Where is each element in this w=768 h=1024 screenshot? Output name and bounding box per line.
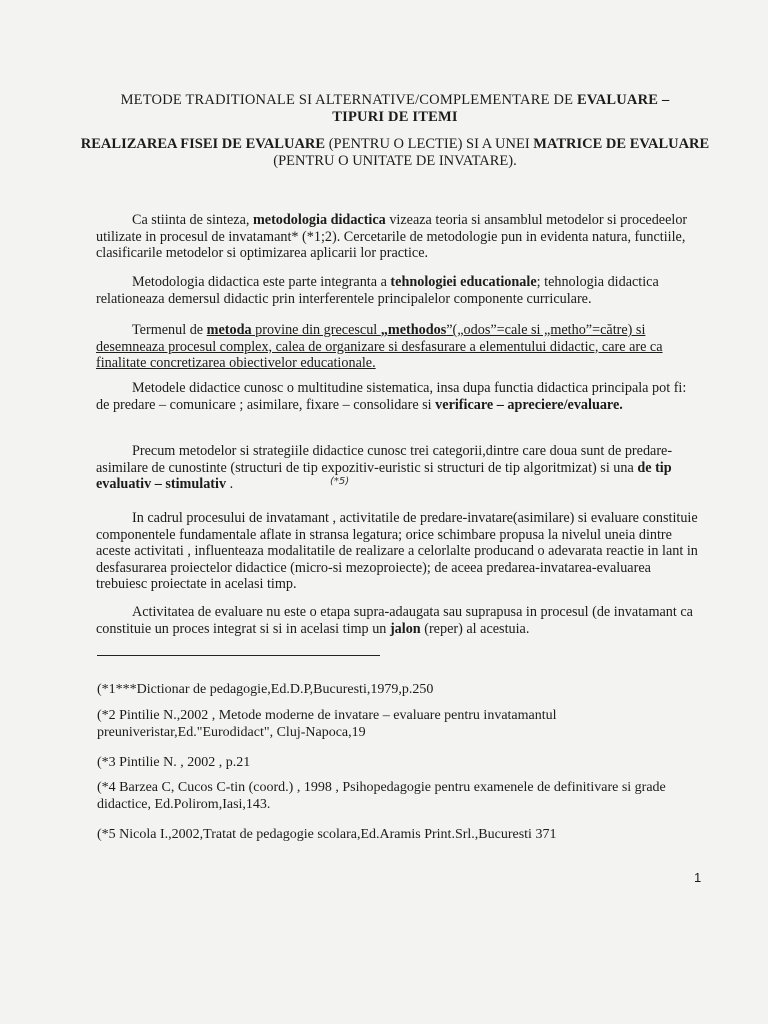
paragraph-1 <box>96 212 701 262</box>
title-subline: TIPURI DE ITEMI <box>332 109 458 125</box>
subtitle-part-3: MATRICE DE EVALUARE <box>533 136 710 152</box>
p1-text-a: Ca stiinta de sinteza, <box>132 212 253 228</box>
title-text: METODE TRADITIONALE SI ALTERNATIVE/COMPLEMENTARE DE <box>120 92 578 108</box>
footnote-5: (*5 Nicola I.,2002,Tratat de pedagogie scolara,Ed.Aramis Print.Srl.,Bucuresti 371 <box>97 827 557 842</box>
footnote-1: (*1***Dictionar de pedagogie,Ed.D.P,Bucuresti,1979,p.250 <box>97 682 434 697</box>
p6-text: In cadrul procesului de invatamant , activitatile de predare-invatare(asimilare) si evaluare constituie componentele fundamentale aflate in stransa legatura; orice schimbare propusa la nivelul uneia dintre aceste activitati , influenteaza modalitatile de realizare a celorlalte producand o adevarata reactie in lant in desfasurarea proiectelor didactice (micro-si mezoproiecte); de aceea predarea-invatarea-evaluarea trebuiesc proiectate in acelasi timp. <box>96 510 698 592</box>
page-number: 1 <box>694 870 702 885</box>
p2-text-c: ; tehnologia didactica relationeaza demersul didactic prin interferentele principalelor componente curriculare. <box>96 274 659 307</box>
p1-text-c: vizeaza teoria si ansamblul metodelor si procedeelor utilizate in procesul de invatamant* (*1;2). Cercetarile de metodologie pun in evidenta natura, functiile, clasificarile metodelor si optimizarea aplicarii lor practice. <box>96 212 688 261</box>
footnote-divider <box>97 655 380 656</box>
p7-bold: jalon <box>389 620 421 637</box>
footnote-3: (*3 Pintilie N. , 2002 , p.21 <box>97 755 251 770</box>
paragraph-5 <box>96 443 701 493</box>
paragraph-4 <box>96 380 701 413</box>
p4-bold: verificare – apreciere/evaluare. <box>435 396 623 413</box>
p5-text-c: . <box>226 476 234 492</box>
p3-text-a: Termenul de <box>132 322 207 338</box>
p2-bold: tehnologiei educationale <box>390 274 537 290</box>
p3-text-c: provine din grecescul <box>251 322 381 338</box>
footnote-2: (*2 Pintilie N.,2002 , Metode moderne de invatare – evaluare pentru invatamantul preuniveristar,Ed."Eurodidact", Cluj-Napoca,19 <box>97 708 557 740</box>
subtitle-part-1: REALIZAREA FISEI DE EVALUARE <box>80 136 326 152</box>
p7-text-c: (reper) al acestuia. <box>420 620 530 637</box>
paragraph-2 <box>96 274 701 307</box>
p5-bold: de tip evaluativ – stimulativ <box>96 459 672 492</box>
document-title <box>80 92 710 126</box>
handwritten-annotation: (*5) <box>330 476 350 487</box>
p3-bold-metoda: metoda <box>206 322 252 338</box>
footnote-4: (*4 Barzea C, Cucos C-tin (coord.) , 1998 , Psihopedagogie pentru examenele de definitivare si grade didactice, Ed.Polirom,Iasi,143. <box>97 780 666 812</box>
title-emphasis: EVALUARE – <box>577 92 670 108</box>
p3-text-e: ”(„odos”=cale si „metho”=către) si desemneaza procesul complex, calea de organizare si desfasurare a elementului didactic, care are ca finalitate concretizarea obiectivelor educationale. <box>96 322 663 371</box>
p7-text-a: Activitatea de evaluare nu este o etapa supra-adaugata sau suprapusa in procesul (de invatamant ca constituie un proces integrat si si in acelasi timp un <box>96 604 693 637</box>
subtitle-part-2: (PENTRU O LECTIE) SI A UNEI <box>325 136 534 152</box>
p3-bold-methodos: „methodos <box>380 322 447 338</box>
paragraph-7 <box>96 604 701 637</box>
paragraph-6 <box>96 510 701 593</box>
paragraph-3 <box>96 322 701 372</box>
p1-bold: metodologia didactica <box>252 212 386 228</box>
p2-text-a: Metodologia didactica este parte integranta a <box>132 274 391 290</box>
subtitle-part-4: (PENTRU O UNITATE DE INVATARE). <box>273 153 517 169</box>
p5-text-a: Precum metodelor si strategiile didactice cunosc trei categorii,dintre care doua sunt de predare-asimilare de cunostinte (structuri de tip expozitiv-euristic si structuri de tip algoritmizat) si una <box>96 443 673 476</box>
p4-text-a: Metodele didactice cunosc o multitudine sistematica, insa dupa functia didactica principala pot fi: de predare – comunicare ; asimilare, fixare – consolidare si <box>96 380 687 413</box>
document-subtitle <box>80 136 710 170</box>
